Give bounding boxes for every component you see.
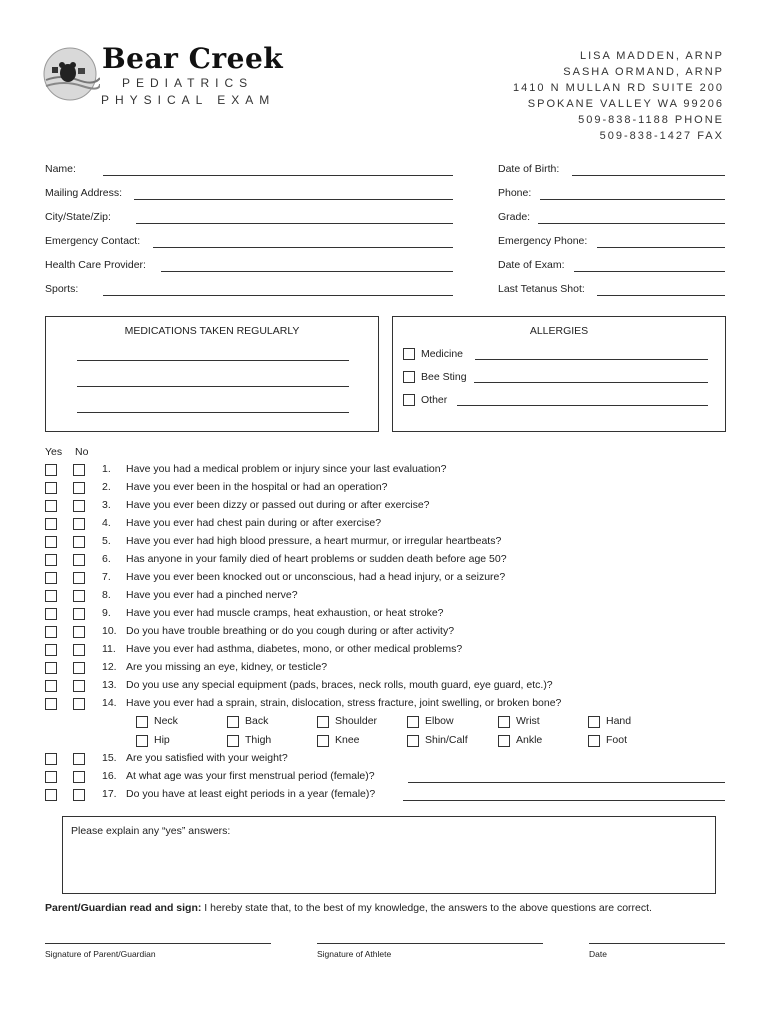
question-text: Do you use any special equipment (pads, braces, neck rolls, mouth guard, eye guard, etc.)? — [126, 679, 553, 691]
question-number: 14. — [102, 697, 117, 709]
question-number: 1. — [102, 463, 111, 475]
q5-yes-checkbox[interactable] — [45, 536, 57, 548]
q8-no-checkbox[interactable] — [73, 590, 85, 602]
question-text: Has anyone in your family died of heart problems or sudden death before age 50? — [126, 553, 507, 565]
q10-no-checkbox[interactable] — [73, 626, 85, 638]
medication-line-1[interactable] — [77, 360, 349, 361]
elbow-label: Elbow — [425, 715, 454, 727]
health-care-provider-field[interactable] — [161, 271, 453, 272]
question-text: Have you ever been in the hospital or had an operation? — [126, 481, 388, 493]
periods-field[interactable] — [403, 800, 725, 801]
q2-no-checkbox[interactable] — [73, 482, 85, 494]
back-checkbox[interactable] — [227, 716, 239, 728]
medication-line-2[interactable] — [77, 386, 349, 387]
emergency-phone-field[interactable] — [597, 247, 725, 248]
q13-yes-checkbox[interactable] — [45, 680, 57, 692]
phone-field[interactable] — [540, 199, 725, 200]
q11-no-checkbox[interactable] — [73, 644, 85, 656]
shoulder-label: Shoulder — [335, 715, 378, 727]
medicine-field[interactable] — [475, 359, 708, 360]
question-text: Have you had a medical problem or injury since your last evaluation? — [126, 463, 447, 475]
question-number: 10. — [102, 625, 117, 637]
shin-calf-checkbox[interactable] — [407, 735, 419, 747]
hand-checkbox[interactable] — [588, 716, 600, 728]
q14-yes-checkbox[interactable] — [45, 698, 57, 710]
date-signature-label: Date — [589, 949, 607, 959]
guardian-statement — [45, 902, 652, 914]
question-number: 7. — [102, 571, 111, 583]
phone-label: Phone: — [498, 187, 532, 199]
brand-name: Bear Creek — [102, 42, 284, 75]
bear-logo-icon — [42, 46, 100, 102]
name-field[interactable] — [103, 175, 453, 176]
explain-label: Please explain any “yes” answers: — [71, 825, 231, 837]
address-line: 1410 N MULLAN RD SUITE 200 — [513, 82, 724, 94]
tetanus-field[interactable] — [597, 295, 725, 296]
question-text: Have you ever had high blood pressure, a heart murmur, or irregular heartbeats? — [126, 535, 502, 547]
neck-checkbox[interactable] — [136, 716, 148, 728]
question-number: 11. — [102, 643, 116, 655]
q7-no-checkbox[interactable] — [73, 572, 85, 584]
question-text: Have you ever had asthma, diabetes, mono, or other medical problems? — [126, 643, 463, 655]
question-number: 3. — [102, 499, 111, 511]
hip-checkbox[interactable] — [136, 735, 148, 747]
q15-no-checkbox[interactable] — [73, 753, 85, 765]
clinic-address — [513, 48, 724, 144]
question-text: Do you have trouble breathing or do you cough during or after activity? — [126, 625, 455, 637]
question-text: Have you ever had chest pain during or after exercise? — [126, 517, 382, 529]
q6-no-checkbox[interactable] — [73, 554, 85, 566]
name-label: Name: — [45, 163, 76, 175]
medicine-checkbox[interactable] — [403, 348, 415, 360]
question-number: 4. — [102, 517, 111, 529]
address-line: 509-838-1427 FAX — [599, 130, 724, 142]
q17-yes-checkbox[interactable] — [45, 789, 57, 801]
thigh-checkbox[interactable] — [227, 735, 239, 747]
hand-label: Hand — [606, 715, 632, 727]
address-line: SPOKANE VALLEY WA 99206 — [527, 98, 724, 110]
emergency-phone-label: Emergency Phone: — [498, 235, 588, 247]
brand-subtitle: PEDIATRICS — [122, 76, 254, 90]
city-state-zip-field[interactable] — [136, 223, 453, 224]
q1-no-checkbox[interactable] — [73, 464, 85, 476]
q16-no-checkbox[interactable] — [73, 771, 85, 783]
ankle-checkbox[interactable] — [498, 735, 510, 747]
wrist-label: Wrist — [516, 715, 540, 727]
guardian-signature-label: Signature of Parent/Guardian — [45, 949, 156, 959]
q10-yes-checkbox[interactable] — [45, 626, 57, 638]
question-text: Are you missing an eye, kidney, or testicle? — [126, 661, 328, 673]
mailing-address-field[interactable] — [134, 199, 453, 200]
emergency-contact-label: Emergency Contact: — [45, 235, 141, 247]
ankle-label: Ankle — [516, 734, 543, 746]
q7-yes-checkbox[interactable] — [45, 572, 57, 584]
menstrual-age-field[interactable] — [408, 782, 725, 783]
elbow-checkbox[interactable] — [407, 716, 419, 728]
foot-label: Foot — [606, 734, 628, 746]
other-field[interactable] — [457, 405, 708, 406]
hip-label: Hip — [154, 734, 170, 746]
city-state-zip-label: City/State/Zip: — [45, 211, 111, 223]
question-text: Have you ever had a sprain, strain, dislocation, stress fracture, joint swelling, or broken bone? — [126, 697, 562, 709]
shin-calf-label: Shin/Calf — [425, 734, 468, 746]
bee-sting-label: Bee Sting — [421, 371, 467, 383]
yes-header: Yes — [45, 446, 63, 458]
q8-yes-checkbox[interactable] — [45, 590, 57, 602]
question-text: Have you ever had a pinched nerve? — [126, 589, 298, 601]
bee-sting-field[interactable] — [474, 382, 708, 383]
q13-no-checkbox[interactable] — [73, 680, 85, 692]
dob-field[interactable] — [572, 175, 725, 176]
q5-no-checkbox[interactable] — [73, 536, 85, 548]
emergency-contact-field[interactable] — [153, 247, 453, 248]
question-number: 12. — [102, 661, 117, 673]
grade-field[interactable] — [538, 223, 725, 224]
form-title: PHYSICAL EXAM — [101, 93, 276, 107]
mailing-address-label: Mailing Address: — [45, 187, 123, 199]
guardian-statement-bold: Parent/Guardian read and sign: — [45, 902, 202, 914]
question-number: 9. — [102, 607, 111, 619]
q3-yes-checkbox[interactable] — [45, 500, 57, 512]
q4-yes-checkbox[interactable] — [45, 518, 57, 530]
q6-yes-checkbox[interactable] — [45, 554, 57, 566]
question-number: 6. — [102, 553, 111, 565]
medicine-label: Medicine — [421, 348, 464, 360]
athlete-signature-label: Signature of Athlete — [317, 949, 392, 959]
q9-no-checkbox[interactable] — [73, 608, 85, 620]
date-of-exam-label: Date of Exam: — [498, 259, 565, 271]
q17-no-checkbox[interactable] — [73, 789, 85, 801]
q11-yes-checkbox[interactable] — [45, 644, 57, 656]
q4-no-checkbox[interactable] — [73, 518, 85, 530]
thigh-label: Thigh — [245, 734, 272, 746]
q1-yes-checkbox[interactable] — [45, 464, 57, 476]
bee-sting-checkbox[interactable] — [403, 371, 415, 383]
medication-line-3[interactable] — [77, 412, 349, 413]
sports-label: Sports: — [45, 283, 79, 295]
guardian-signature-line[interactable] — [45, 943, 271, 944]
question-number: 17. — [102, 788, 117, 800]
neck-label: Neck — [154, 715, 178, 727]
q3-no-checkbox[interactable] — [73, 500, 85, 512]
question-number: 16. — [102, 770, 117, 782]
question-number: 2. — [102, 481, 111, 493]
guardian-statement-text: I hereby state that, to the best of my knowledge, the answers to the above questions are correct. — [201, 902, 652, 914]
athlete-signature-line[interactable] — [317, 943, 543, 944]
question-text: Are you satisfied with your weight? — [126, 752, 288, 764]
question-number: 5. — [102, 535, 111, 547]
q12-no-checkbox[interactable] — [73, 662, 85, 674]
question-text: Have you ever been knocked out or unconscious, had a head injury, or a seizure? — [126, 571, 506, 583]
grade-label: Grade: — [498, 211, 531, 223]
q2-yes-checkbox[interactable] — [45, 482, 57, 494]
address-line: LISA MADDEN, ARNP — [579, 50, 724, 62]
wrist-checkbox[interactable] — [498, 716, 510, 728]
address-line: 509-838-1188 PHONE — [578, 114, 724, 126]
date-signature-line[interactable] — [589, 943, 725, 944]
no-header: No — [75, 446, 89, 458]
medications-box — [45, 316, 379, 432]
medications-title: MEDICATIONS TAKEN REGULARLY — [124, 325, 300, 337]
question-number: 15. — [102, 752, 117, 764]
dob-label: Date of Birth: — [498, 163, 560, 175]
q16-yes-checkbox[interactable] — [45, 771, 57, 783]
q15-yes-checkbox[interactable] — [45, 753, 57, 765]
q12-yes-checkbox[interactable] — [45, 662, 57, 674]
health-care-provider-label: Health Care Provider: — [45, 259, 146, 271]
back-label: Back — [245, 715, 269, 727]
tetanus-label: Last Tetanus Shot: — [498, 283, 585, 295]
date-of-exam-field[interactable] — [574, 271, 725, 272]
q9-yes-checkbox[interactable] — [45, 608, 57, 620]
allergies-box — [392, 316, 726, 432]
other-checkbox[interactable] — [403, 394, 415, 406]
address-line: SASHA ORMAND, ARNP — [563, 66, 724, 78]
sports-field[interactable] — [103, 295, 453, 296]
question-text: At what age was your first menstrual period (female)? — [126, 770, 375, 782]
question-text: Do you have at least eight periods in a year (female)? — [126, 788, 376, 800]
question-number: 8. — [102, 589, 111, 601]
question-text: Have you ever been dizzy or passed out during or after exercise? — [126, 499, 430, 511]
question-number: 13. — [102, 679, 117, 691]
other-label: Other — [421, 394, 448, 406]
explain-box[interactable] — [62, 816, 716, 894]
knee-checkbox[interactable] — [317, 735, 329, 747]
foot-checkbox[interactable] — [588, 735, 600, 747]
knee-label: Knee — [335, 734, 360, 746]
question-text: Have you ever had muscle cramps, heat exhaustion, or heat stroke? — [126, 607, 444, 619]
bear-creek-logo — [42, 46, 100, 102]
allergies-title: ALLERGIES — [529, 325, 589, 337]
q14-no-checkbox[interactable] — [73, 698, 85, 710]
shoulder-checkbox[interactable] — [317, 716, 329, 728]
